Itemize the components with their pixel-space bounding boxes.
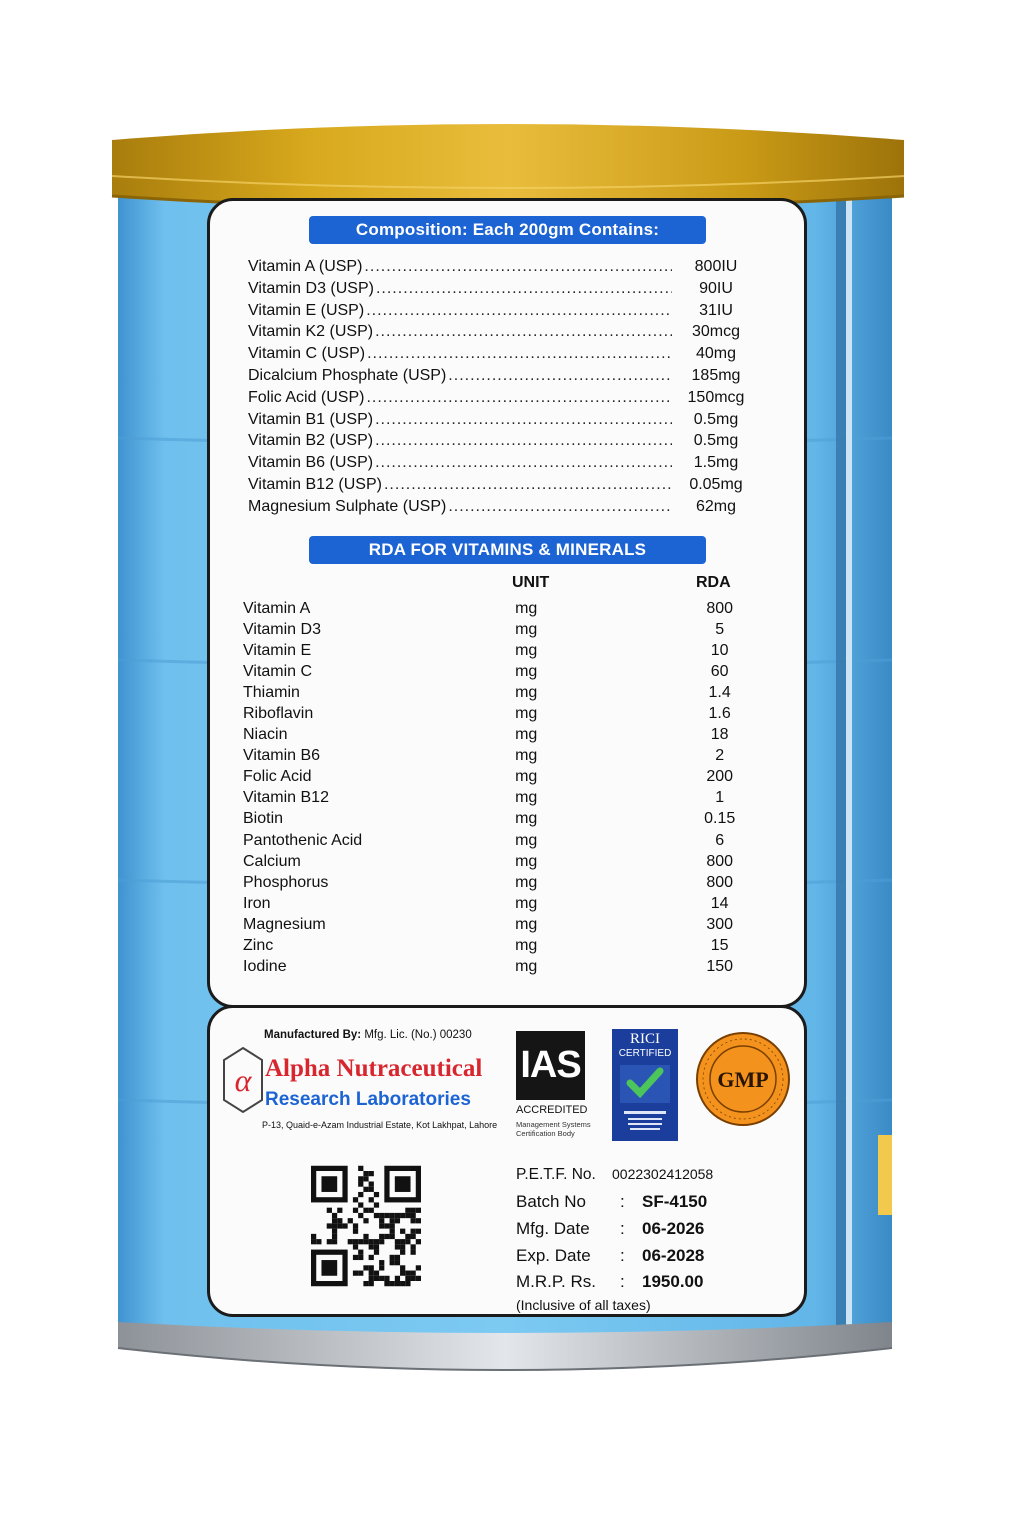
rda-nutrient: Folic Acid <box>243 768 312 786</box>
rda-row <box>243 661 763 682</box>
rda-nutrient: Vitamin B12 <box>243 789 329 807</box>
exp-date-label: Exp. Date <box>516 1246 591 1265</box>
rda-unit: mg <box>515 915 538 933</box>
rda-unit: mg <box>515 705 538 723</box>
composition-row <box>248 302 758 324</box>
rda-value: 6 <box>715 831 725 849</box>
rda-row <box>243 640 763 661</box>
rda-unit: mg <box>515 894 538 912</box>
rda-value: 1 <box>715 789 725 807</box>
composition-name: Vitamin K2 (USP) <box>248 323 374 341</box>
rda-unit: mg <box>515 726 538 744</box>
rda-value: 1.6 <box>708 705 731 723</box>
rda-nutrient: Calcium <box>243 852 301 870</box>
composition-name: Dicalcium Phosphate (USP) <box>248 366 447 384</box>
rda-value: 60 <box>710 662 729 680</box>
composition-row <box>248 367 758 389</box>
rda-value: 1.4 <box>708 683 731 701</box>
rda-unit: mg <box>515 937 538 955</box>
rda-unit: mg <box>515 831 538 849</box>
composition-row <box>248 498 758 520</box>
composition-value: 30mcg <box>691 323 741 341</box>
composition-row <box>248 454 758 476</box>
rda-value: 5 <box>715 620 725 638</box>
rda-nutrient: Phosphorus <box>243 873 329 891</box>
leader-dots <box>367 345 672 363</box>
leader-dots <box>375 411 672 429</box>
leader-dots <box>366 302 672 320</box>
composition-row <box>248 258 758 280</box>
leader-dots <box>448 367 672 385</box>
composition-name: Vitamin B1 (USP) <box>248 410 374 428</box>
can-lid <box>112 124 904 209</box>
rda-unit: mg <box>515 747 538 765</box>
composition-name: Vitamin B2 (USP) <box>248 432 374 450</box>
rda-nutrient: Biotin <box>243 810 284 828</box>
leader-dots <box>448 498 672 516</box>
rda-nutrient: Iron <box>243 894 271 912</box>
rda-row <box>243 682 763 703</box>
composition-name: Vitamin A (USP) <box>248 258 363 275</box>
manufacturer-address: P-13, Quaid-e-Azam Industrial Estate, Kot Lakhpat, Lahore <box>262 1120 498 1130</box>
composition-row <box>248 411 758 433</box>
composition-title: Composition: Each 200gm Contains: <box>309 216 706 244</box>
ias-subtitle: Management Systems Certification Body <box>516 1120 591 1138</box>
rda-row <box>243 619 763 640</box>
composition-name: Folic Acid (USP) <box>248 388 365 406</box>
rda-value: 200 <box>706 768 734 786</box>
rda-value: 150 <box>706 958 734 976</box>
svg-text:α: α <box>234 1062 252 1098</box>
composition-list <box>248 258 758 520</box>
brand-name-line1: Alpha Nutraceutical <box>265 1055 483 1082</box>
rda-unit: mg <box>515 768 538 786</box>
mfg-date-row <box>516 1219 704 1239</box>
rda-row <box>243 851 763 872</box>
separator: : <box>620 1219 625 1238</box>
rda-nutrient: Vitamin C <box>243 662 313 680</box>
exp-date-row <box>516 1246 704 1266</box>
rda-value-header: RDA <box>696 574 731 591</box>
leader-dots <box>366 389 672 407</box>
rda-nutrient: Vitamin B6 <box>243 747 321 765</box>
rda-value: 10 <box>710 641 729 659</box>
separator: : <box>620 1272 625 1291</box>
rda-unit: mg <box>515 958 538 976</box>
separator: : <box>620 1246 625 1265</box>
composition-name: Vitamin B12 (USP) <box>248 475 382 493</box>
gmp-seal-icon <box>695 1031 791 1127</box>
leader-dots <box>384 476 672 494</box>
batch-label: Batch No <box>516 1192 586 1211</box>
rda-nutrient: Zinc <box>243 937 274 955</box>
gmp-mark: GMP <box>717 1067 769 1092</box>
rda-nutrient: Vitamin D3 <box>243 620 321 638</box>
rda-unit: mg <box>515 662 538 680</box>
composition-name: Magnesium Sulphate (USP) <box>248 497 447 515</box>
rda-nutrient: Vitamin E <box>243 641 312 659</box>
composition-value: 31IU <box>699 301 733 319</box>
rda-value: 800 <box>706 873 734 891</box>
rda-nutrient: Iodine <box>243 958 287 976</box>
rda-value: 0.15 <box>704 810 736 828</box>
rda-value: 800 <box>706 852 734 870</box>
alpha-hexagon-logo-icon <box>222 1046 264 1114</box>
rda-unit: mg <box>515 873 538 891</box>
rda-unit: mg <box>515 641 538 659</box>
rda-nutrient: Riboflavin <box>243 705 314 723</box>
rda-nutrient: Pantothenic Acid <box>243 831 363 849</box>
rda-unit: mg <box>515 599 538 617</box>
petf-value: 0022302412058 <box>612 1166 714 1182</box>
rda-nutrient: Niacin <box>243 726 288 744</box>
composition-row <box>248 280 758 302</box>
composition-value: 0.05mg <box>689 475 743 493</box>
composition-value: 62mg <box>695 497 737 515</box>
composition-name: Vitamin B6 (USP) <box>248 454 374 472</box>
rda-row <box>243 703 763 724</box>
composition-row <box>248 345 758 367</box>
batch-value: SF-4150 <box>642 1192 708 1211</box>
ias-accredited: ACCREDITED <box>516 1104 588 1116</box>
mfg-date-label: Mfg. Date <box>516 1219 590 1238</box>
leader-dots <box>364 258 672 276</box>
composition-value: 40mg <box>695 345 737 363</box>
rda-value: 14 <box>710 894 729 912</box>
composition-value: 0.5mg <box>693 432 739 450</box>
composition-name: Vitamin C (USP) <box>248 345 366 363</box>
rda-row <box>243 936 763 957</box>
mfg-date-value: 06-2026 <box>642 1219 705 1238</box>
rda-value: 15 <box>710 937 729 955</box>
rda-title: RDA FOR VITAMINS & MINERALS <box>309 536 706 564</box>
composition-value: 90IU <box>699 279 733 297</box>
rda-row <box>243 809 763 830</box>
leader-dots <box>376 280 672 298</box>
rda-row <box>243 914 763 935</box>
rda-unit-header: UNIT <box>512 574 550 591</box>
rda-unit: mg <box>515 852 538 870</box>
rda-table <box>243 598 763 978</box>
composition-value: 150mcg <box>687 388 745 406</box>
tax-note: (Inclusive of all taxes) <box>516 1297 651 1313</box>
composition-value: 800IU <box>694 258 738 275</box>
rici-title: RICI <box>630 1031 660 1047</box>
petf-row <box>516 1166 713 1184</box>
composition-value: 185mg <box>691 366 741 384</box>
rda-row <box>243 598 763 619</box>
rda-value: 2 <box>715 747 725 765</box>
brand-name-line2: Research Laboratories <box>265 1089 471 1110</box>
rda-row <box>243 788 763 809</box>
rda-value: 300 <box>706 915 734 933</box>
composition-row <box>248 389 758 411</box>
petf-label: P.E.T.F. No. <box>516 1166 596 1183</box>
rda-nutrient: Magnesium <box>243 915 326 933</box>
rda-value: 18 <box>710 726 729 744</box>
rici-certified: CERTIFIED <box>618 1048 672 1059</box>
mrp-label: M.R.P. Rs. <box>516 1272 596 1291</box>
rda-unit: mg <box>515 620 538 638</box>
rda-row <box>243 872 763 893</box>
rda-unit: mg <box>515 810 538 828</box>
manufactured-by-label: Manufactured By: <box>264 1029 362 1041</box>
composition-name: Vitamin D3 (USP) <box>248 279 374 297</box>
rda-row <box>243 893 763 914</box>
exp-date-value: 06-2028 <box>642 1246 705 1265</box>
rda-nutrient: Thiamin <box>243 683 300 701</box>
leader-dots <box>375 323 672 341</box>
composition-row <box>248 323 758 345</box>
batch-row <box>516 1192 707 1212</box>
rda-row <box>243 767 763 788</box>
ias-logo: IAS <box>516 1031 585 1100</box>
rda-nutrient: Vitamin A <box>243 599 311 617</box>
rda-row <box>243 746 763 767</box>
license-number: Mfg. Lic. (No.) 00230 <box>364 1029 472 1041</box>
mrp-value: 1950.00 <box>642 1272 704 1291</box>
rda-value: 800 <box>706 599 734 617</box>
mrp-row <box>516 1272 703 1292</box>
composition-row <box>248 476 758 498</box>
composition-value: 1.5mg <box>693 454 739 472</box>
composition-row <box>248 432 758 454</box>
rda-row <box>243 957 763 978</box>
qr-code[interactable] <box>311 1164 421 1288</box>
composition-name: Vitamin E (USP) <box>248 301 365 319</box>
manufactured-by <box>264 1029 472 1041</box>
composition-value: 0.5mg <box>693 410 739 428</box>
rda-unit: mg <box>515 789 538 807</box>
rda-row <box>243 725 763 746</box>
rda-unit: mg <box>515 683 538 701</box>
separator: : <box>620 1192 625 1211</box>
rda-row <box>243 830 763 851</box>
leader-dots <box>375 432 672 450</box>
leader-dots <box>375 454 672 472</box>
